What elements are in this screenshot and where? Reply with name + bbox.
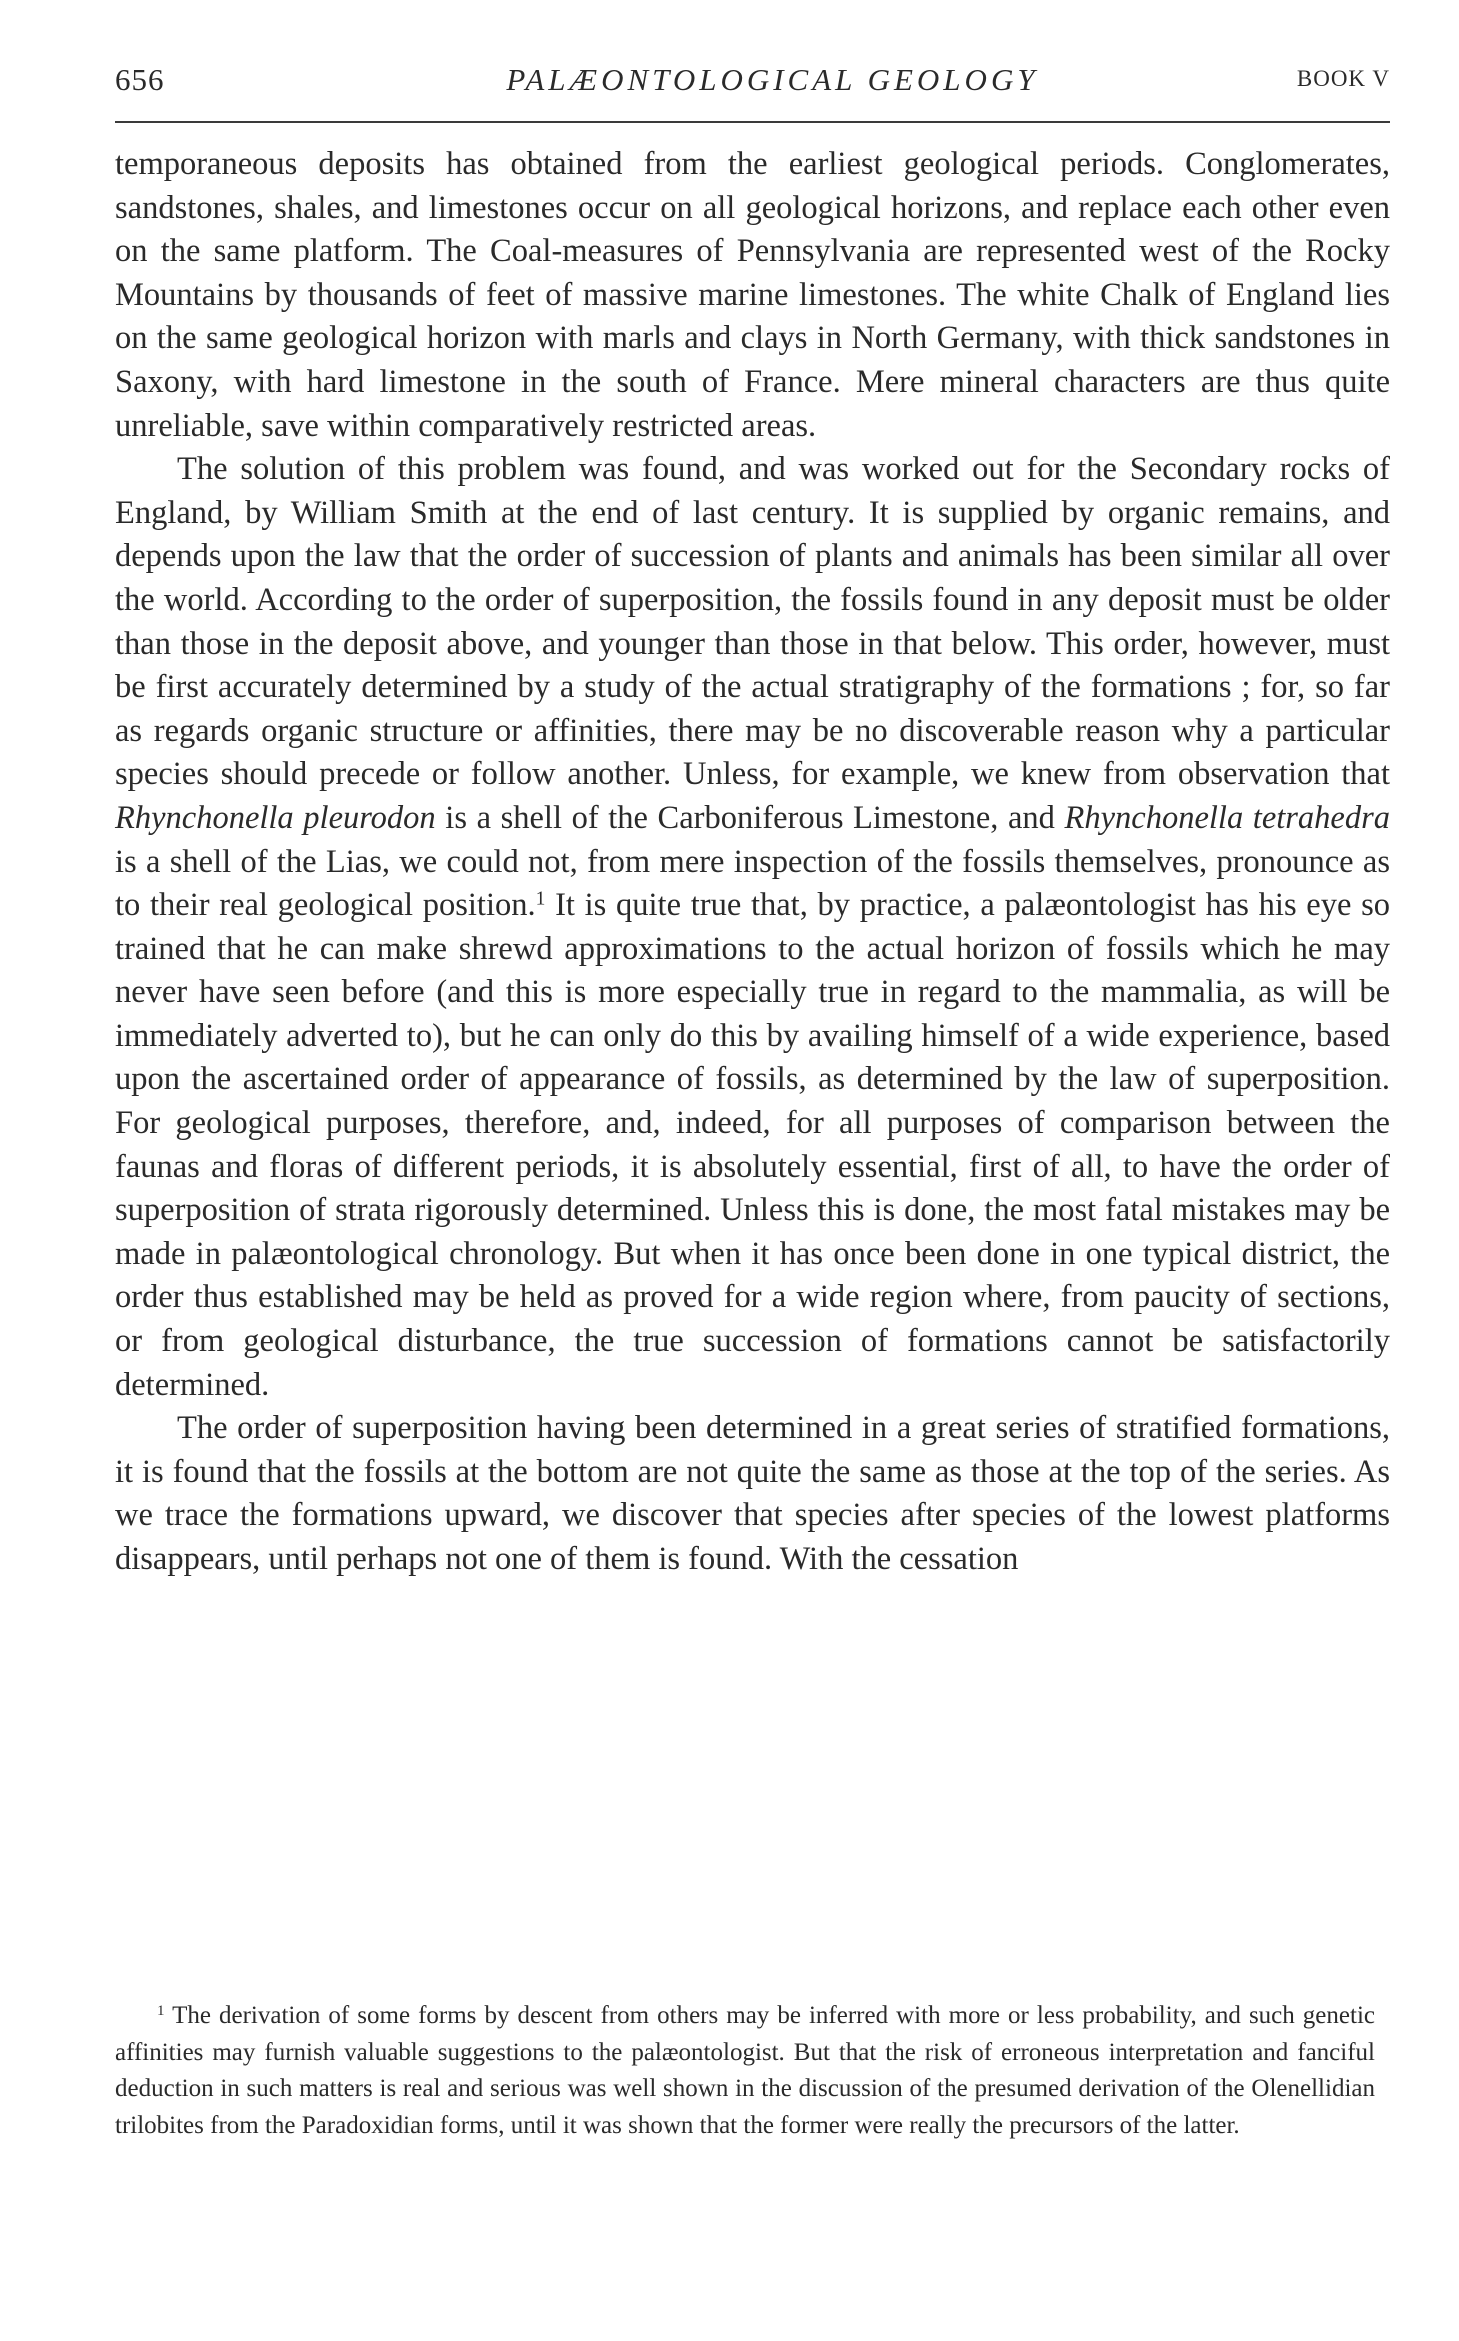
species-name-pleurodon: Rhynchonella pleurodon [115,799,436,836]
page-number: 656 [115,62,165,97]
paragraph-2-text-a: The solution of this problem was found, and was worked out for the Secondary rocks of England, by William Smith at the end of last century. It is supplied by organic remains, and depends upon the law that the order of succession of plants and animals has been similar all over the world. According to the order of superposition, the fossils found in any deposit must be older than those in the deposit above, and younger than those in that below. This order, however, must be first accurately determined by a study of the actual stratigraphy of the formations ; for, so far as regards organic structure or affinities, there may be no discoverable reason why a particular species should precede or follow another. Unless, for example, we knew from observation that [115,451,1390,793]
paragraph-2 [115,448,1390,1407]
paragraph-2-text-c: is a shell of the Lias, we could not, from mere inspection of the fossils themselves, pronounce as to their real geological position. [115,843,1390,924]
paragraph-3 [115,1407,1390,1581]
body-text [115,143,1390,1582]
footnotes [115,1998,1375,2144]
running-head [115,62,1390,110]
footnote-text: The derivation of some forms by descent from others may be inferred with more or less probability, and such genetic affinities may furnish valuable suggestions to the palæontologist. But that the risk of erroneous interpretation and fanciful deduction in such matters is real and serious was well shown in the discussion of the presumed derivation of the Olenellidian trilobites from the Paradoxidian forms, until it was shown that the former were really the precursors of the latter. [115,2002,1375,2139]
running-title: PALÆONTOLOGICAL GEOLOGY [506,62,1039,97]
header-rule [115,121,1390,123]
paragraph-2-text-d: It is quite true that, by practice, a palæontologist has his eye so trained that he can make shrewd approximations to the actual horizon of fossils which he may never have seen before (and this is more especially true in regard to the mammalia, as will be immediately adverted to), but he can only do this by availing himself of a wide experience, based upon the ascertained order of appearance of fossils, as determined by the law of superposition. For geological purposes, therefore, and, indeed, for all purposes of comparison between the faunas and floras of different periods, it is absolutely essential, first of all, to have the order of superposition of strata rigorously determined. Unless this is done, the most fatal mistakes may be made in palæontological chronology. But when it has once been done in one typical district, the order thus established may be held as proved for a wide region where, from paucity of sections, or from geological disturbance, the true succession of formations cannot be satisfactorily determined. [115,887,1391,1403]
book-label: BOOK V [1296,66,1390,91]
footnote-marker: 1 [157,2002,165,2019]
species-name-tetrahedra: Rhynchonella tetrahedra [1064,799,1391,836]
footnote-reference[interactable]: 1 [535,888,546,910]
paragraph-3-text: The order of superposition having been determined in a great series of stratified formations, it is found that the fossils at the bottom are not quite the same as those at the top of the series. As we trace the formations upward, we discover that species after species of the lowest platforms disappears, until perhaps not one of them is found. With the cessation [115,1410,1390,1577]
paragraph-1 [115,143,1390,448]
paragraph-1-text: temporaneous deposits has obtained from the earliest geological periods. Conglomerates, sandstones, shales, and limestones occur on all geological horizons, and replace each other even on the same platform. The Coal-measures of Pennsylvania are represented west of the Rocky Mountains by thousands of feet of massive marine limestones. The white Chalk of England lies on the same geological horizon with marls and clays in North Germany, with thick sandstones in Saxony, with hard limestone in the south of France. Mere mineral characters are thus quite unreliable, save within comparatively restricted areas. [115,146,1390,444]
footnote-1 [115,1998,1375,2144]
paragraph-2-text-b: is a shell of the Carboniferous Limestone, and [445,799,1055,836]
